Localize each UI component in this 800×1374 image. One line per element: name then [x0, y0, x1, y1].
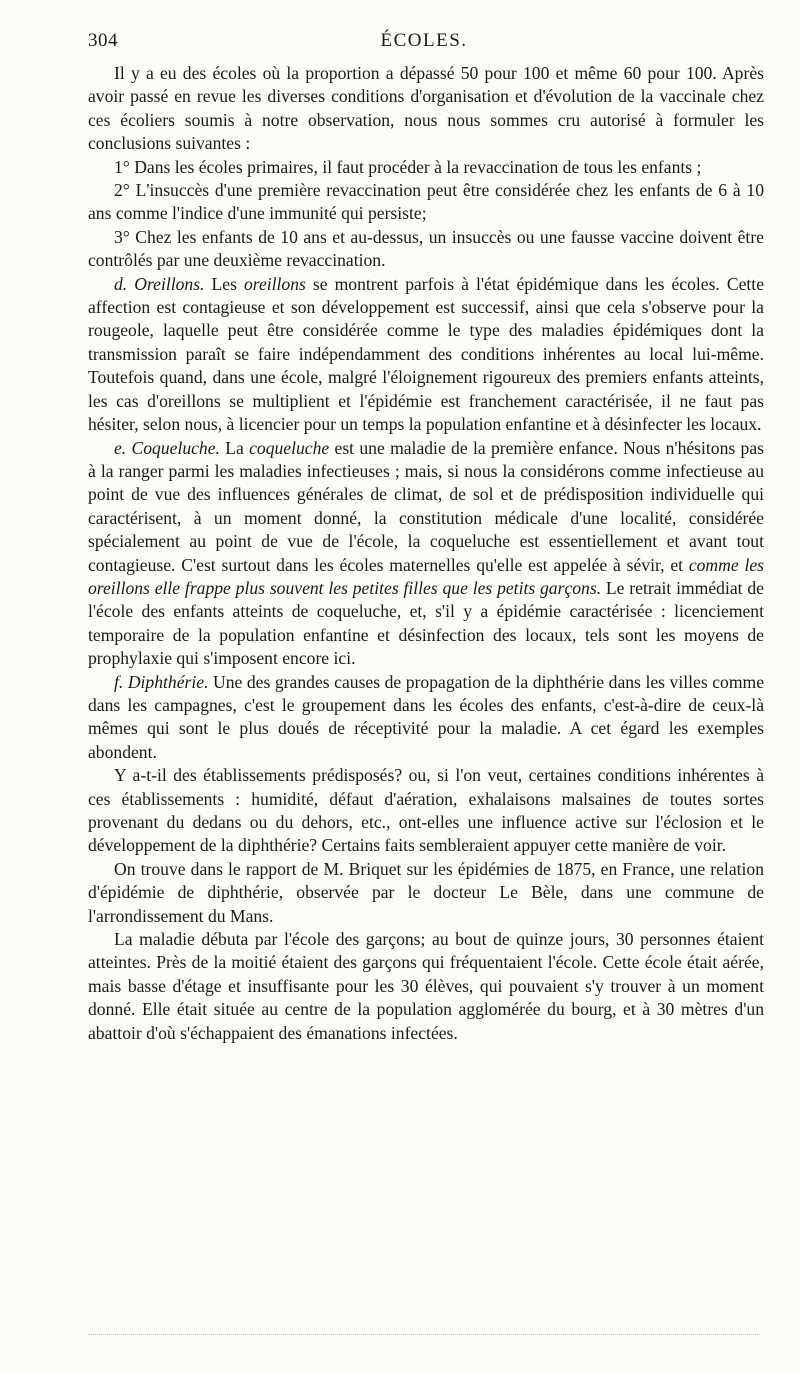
section-title-diphtherie: f. Diphthérie. [114, 671, 209, 692]
conclusion-1: 1° Dans les écoles primaires, il faut procéder à la revaccination de tous les enfants ; [114, 156, 702, 177]
oreillons-italic: oreillons [243, 273, 306, 294]
section-title-oreillons: d. Oreillons. [114, 273, 205, 294]
section-oreillons [88, 273, 764, 437]
coqueluche-lead: La [219, 437, 250, 458]
paragraph-maladie: La maladie débuta par l'école des garçons; au bout de quinze jours, 30 personnes étaient atteintes. Près de la moitié étaient des garçons qui fréquentaient l'école. Cette école était aérée, mais basse d'étage et insuffisante pour les 30 élèves, qui pouvaient s'y trouver à un moment donné. Elle était située au centre de la population agglomérée du bourg, et à 30 mètres d'un abattoir d'où s'échappaient des émanations infectées. [88, 929, 764, 1043]
oreillons-lead: Les [204, 273, 244, 294]
conclusion-3: 3° Chez les enfants de 10 ans et au-dessus, un insuccès ou une fausse vaccine doivent être contrôlés par une deuxième revaccination. [88, 226, 764, 271]
section-coqueluche [88, 437, 764, 671]
oreillons-text: se montrent parfois à l'état épidémique dans les écoles. Cette affection est contagieuse et son développement est successif, ainsi que cela s'observe pour la rougeole, laquelle peut être considérée comme le type des maladies épidémiques dont la transmission paraît se faire indépendamment des conditions inhérentes au local lui-même. Toutefois quand, dans une école, malgré l'éloignement rigoureux des premiers enfants atteints, les cas d'oreillons se multiplient et l'épidémie est franchement caractérisée, il ne faut pas hésiter, selon nous, à licencier pour un temps la population enfantine et à désinfecter les locaux. [88, 273, 764, 435]
section-diphtherie [88, 671, 764, 765]
paragraph-etablissements: Y a-t-il des établissements prédisposés? ou, si l'on veut, certaines conditions inhérentes à ces établissements : humidité, défaut d'aération, exhalaisons malsaines de toutes sortes provenant du dedans ou du dehors, etc., ont-elles une influence active sur l'éclosion et le développement de la diphthérie? Certains faits sembleraient appuyer cette manière de voir. [88, 765, 764, 856]
coqueluche-text-2: Le retrait immédiat de l'école des enfants atteints de coqueluche, et, s'il y a épidémie caractérisée : licenciement temporaire de la population enfantine et désinfection des locaux, tels sont les moyens de prophylaxie qui s'imposent encore ici. [88, 577, 764, 669]
coqueluche-text-1: est une maladie de la première enfance. Nous n'hésitons pas à la ranger parmi les maladies infectieuses ; mais, si nous la considérons comme infectieuse au point de vue des influences générales de climat, de sol et de prédisposition individuelle qui caractérisent, à un moment donné, la constitution médicale d'une localité, considérée spécialement au point de vue de l'école, la coqueluche est essentiellement et avant tout contagieuse. C'est surtout dans les écoles maternelles qu'elle est appelée à sévir, et [88, 437, 764, 575]
diphtherie-text: Une des grandes causes de propagation de la diphthérie dans les villes comme dans les campagnes, c'est le groupement dans les écoles des enfants, c'est-à-dire de ceux-là mêmes qui sont le plus doués de réceptivité pour la maladie. A cet égard les exemples abondent. [88, 671, 764, 762]
page-number: 304 [88, 30, 118, 51]
body-text [88, 62, 764, 1045]
coqueluche-italic-2: comme les oreillons elle frappe plus souvent les petites filles que les petits garçons. [88, 554, 764, 598]
paragraph-rapport: On trouve dans le rapport de M. Briquet sur les épidémies de 1875, en France, une relation d'épidémie de diphthérie, observée par le docteur Le Bèle, dans une commune de l'arrondissement du Mans. [88, 858, 764, 926]
page-header [88, 30, 760, 60]
coqueluche-italic: coqueluche [249, 437, 330, 458]
running-title: ÉCOLES. [380, 30, 468, 51]
section-title-coqueluche: e. Coqueluche. [114, 437, 220, 458]
footer-dotted-line [88, 1328, 760, 1335]
paragraph-intro: Il y a eu des écoles où la proportion a dépassé 50 pour 100 et même 60 pour 100. Après avoir passé en revue les diverses conditions d'organisation et d'évolution de la vaccinale chez ces écoliers soumis à notre observation, nous nous sommes cru autorisé à formuler les conclusions suivantes : [88, 63, 764, 154]
conclusion-2: 2° L'insuccès d'une première revaccination peut être considérée chez les enfants de 6 à 10 ans comme l'indice d'une immunité qui persiste; [88, 180, 764, 224]
